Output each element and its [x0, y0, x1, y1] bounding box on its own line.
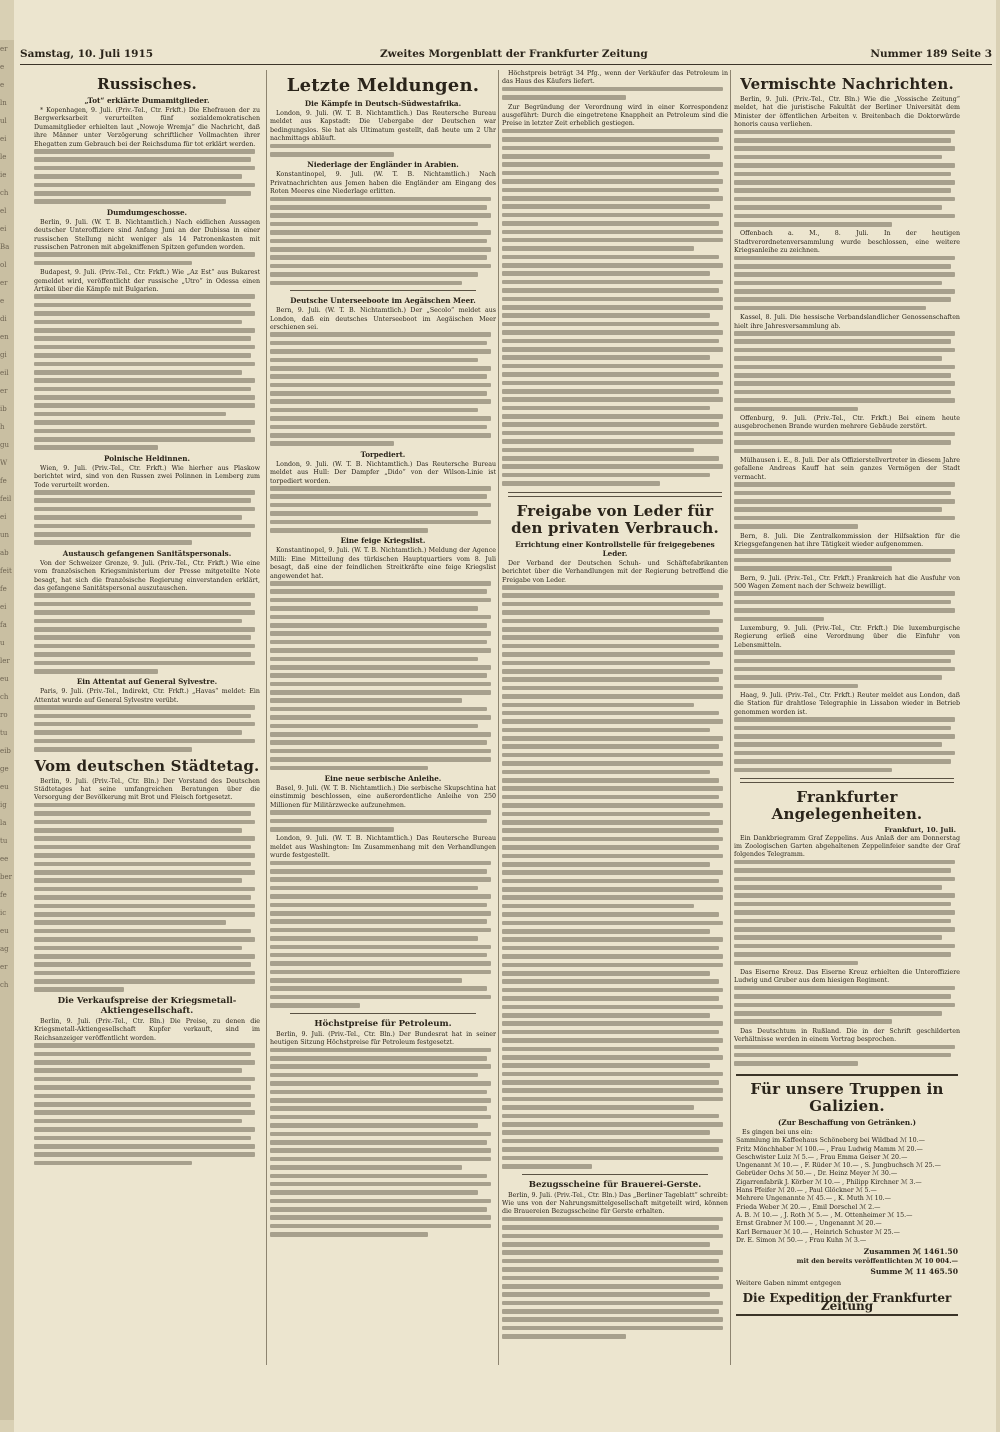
article-text: Bern, 9. Juli. (Priv.-Tel., Ctr. Frkft.) Frankreich hat die Ausfuhr von 500 Wagen Zement nach der Schweiz bewilligt.: [734, 574, 960, 590]
article-subheading: Die Kämpfe in Deutsch-Südwestafrika.: [304, 99, 462, 108]
donation-total: Summe ℳ 11 465.50: [870, 1266, 958, 1276]
column-4: [734, 70, 960, 1316]
edge-fragment: ro: [0, 711, 8, 719]
donation-appeal: [736, 1074, 958, 1316]
edge-fragment: er: [0, 279, 8, 287]
article-text: Zur Begründung der Verordnung wird in einer Korrespondenz ausgeführt: Durch die eingetretene Knappheit an Petroleum sind die Preise in letzter Zeit erheblich gestiegen.: [502, 103, 728, 128]
article-subheading: Ein Attentat auf General Sylvestre.: [76, 677, 218, 687]
article-text: Berlin, 9. Juli. (Priv.-Tel., Ctr. Bln.) Der Bundesrat hat in seiner heutigen Sitzung Höchstpreise für Petroleum festgesetzt.: [270, 1030, 496, 1047]
article-text: Offenburg, 9. Juli. (Priv.-Tel., Ctr. Frkft.) Bei einem heute ausgebrochenen Brande wurden mehrere Gebäude zerstört.: [734, 414, 960, 431]
edge-fragment: ol: [0, 261, 7, 269]
edge-fragment: eu: [0, 675, 9, 683]
article-text: Kassel, 8. Juli. Die hessische Verbandslandlicher Genossenschaften hielt ihre Jahresversammlung ab.: [734, 314, 960, 330]
edge-fragment: ei: [0, 225, 7, 233]
donation-entry: Gebrüder Ochs ℳ 50.— , Dr. Heinz Meyer ℳ 30.—: [736, 1170, 898, 1178]
edge-fragment: gi: [0, 351, 7, 359]
section-heading: Russisches.: [97, 75, 197, 93]
edge-fragment: ee: [0, 855, 9, 863]
article-text: London, 9. Juli. (W. T. B. Nichtamtlich.) Das Reutersche Bureau meldet aus Hull: Der Dampfer „Dido“ von der Wilson-Linie ist torpediert worden.: [270, 460, 496, 485]
article-subheading: Polnische Heldinnen.: [103, 453, 191, 463]
column-3: [502, 70, 728, 1343]
article-text: Berlin, 9. Juli. (W. T. B. Nichtamtlich.) Nach eidlichen Aussagen deutscher Unteroffiziere sind Anfang Juni an der Dubissa in einer russischen Stellung nicht weniger als 14 Patronenkasten mit russischen Patronen mit abgekniffenen Spitzen gefunden worden.: [34, 218, 260, 251]
edge-fragment: la: [0, 819, 7, 827]
edge-fragment: fe: [0, 891, 7, 899]
donation-entry: Sammlung im Kaffeehaus Schöneberg bei Wildbad ℳ 10.—: [736, 1137, 925, 1145]
dateline: Frankfurt, 10. Juli.: [884, 826, 956, 835]
donation-entry: Zigarrenfabrik J. Körber ℳ 10.— , Philipp Kirchner ℳ 3.—: [736, 1178, 922, 1186]
adjacent-page-edge: [0, 40, 14, 1420]
article-text: Luxemburg, 9. Juli. (Priv.-Tel., Ctr. Frkft.) Die luxemburgische Regierung erließ eine Verordnung über die Einfuhr von Lebensmitteln.: [734, 624, 960, 649]
article-text: Budapest, 9. Juli. (Priv.-Tel., Ctr. Frkft.) Wie „Az Est“ aus Bukarest gemeldet wird, veröffentlicht der russische „Utro“ in Odessa einen Artikel über die Kämpfe mit Bulgarien.: [34, 269, 260, 293]
edge-fragment: ch: [0, 981, 9, 989]
article-text: Höchstpreis beträgt 34 Pfg., wenn der Verkäufer das Petroleum in das Haus des Käufers liefert.: [502, 70, 728, 86]
article-text: Berlin, 9. Juli. (Priv.-Tel., Ctr. Bln.) Das „Berliner Tageblatt“ schreibt: Wie uns von der Nahrungsmittelgesellschaft mitgeteilt wird, können die Brauereien Bezugsscheine für Gerste erhalten.: [502, 1191, 728, 1216]
edge-fragment: le: [0, 153, 7, 161]
article-text: Haag, 9. Juli. (Priv.-Tel., Ctr. Frkft.) Reuter meldet aus London, daß die Station für drahtlose Telegraphie in Lissabon wieder in Betrieb genommen worden ist.: [734, 692, 960, 716]
edge-fragment: fe: [0, 585, 7, 593]
edge-fragment: W: [0, 459, 8, 467]
edge-fragment: er: [0, 963, 8, 971]
edge-fragment: feit: [0, 567, 12, 575]
donation-entry: Fritz Mönchhaber ℳ 100.— , Frau Ludwig Mamm ℳ 20.—: [736, 1145, 923, 1153]
header-paper-title: Zweites Morgenblatt der Frankfurter Zeitung: [380, 48, 648, 60]
article-text: * Kopenhagen, 9. Juli. (Priv.-Tel., Ctr. Frkft.) Die Ehefrauen der zu Bergwerksarbeit verurteilten fünf sozialdemokratischen Dumamitglieder erhielten laut „Nowoje Wremja“ die Nachricht, daß ihre Männer unter Verzögerung schriftlicher Vollmachten ihrer Ehegatten zum Gebrauch bei der Reichsduma für tot erklärt werden.: [34, 107, 260, 148]
edge-fragment: Ba: [0, 243, 10, 251]
article-text: Bern, 8. Juli. Die Zentralkommission der Hilfsaktion für die Kriegsgefangenen hat ihre Tätigkeit wieder aufgenommen.: [734, 532, 960, 548]
article-text: Bern, 9. Juli. (W. T. B. Nichtamtlich.) Der „Secolo“ meldet aus London, daß ein deutsches Unterseeboot im Aegäischen Meer erschienen sei.: [270, 307, 496, 331]
article-subheading: Dumdumgeschosse.: [106, 207, 188, 217]
article-text: Das Deutschtum in Rußland. Die in der Schrift geschilderten Verhältnisse werden in einem Vortrag besprochen.: [734, 1027, 960, 1044]
article-text: Mülhausen i. E., 8. Juli. Der als Offizierstellvertreter in diesem Jahre gefallene Andreas Kauff hat sein ganzes Vermögen der Stadt vermacht.: [734, 456, 960, 481]
edge-fragment: di: [0, 315, 7, 323]
article-text: Paris, 9. Juli. (Priv.-Tel., Indirekt, Ctr. Frkft.) „Havas“ meldet: Ein Attentat wurde auf General Sylvestre verübt.: [34, 688, 260, 704]
column-rule: [498, 70, 499, 1365]
edge-fragment: ch: [0, 693, 9, 701]
section-heading: Die Verkaufspreise der Kriegsmetall-Aktiengesellschaft.: [57, 996, 237, 1017]
article-text: Berlin, 9. Juli. (Priv.-Tel., Ctr. Bln.) Die Preise, zu denen die Kriegsmetall-Aktiengesellschaft Kupfer verkauft, sind im Reichsanzeiger veröffentlicht worden.: [34, 1018, 260, 1042]
section-heading: Frankfurter Angelegenheiten.: [771, 788, 923, 824]
article-text: Konstantinopel, 9. Juli. (W. T. B. Nichtamtlich.) Nach Privatnachrichten aus Jemen haben die Engländer am Eingang des Roten Meeres eine Niederlage erlitten.: [270, 171, 496, 196]
section-heading: Letzte Meldungen.: [286, 75, 480, 96]
article-text: Berlin, 9. Juli. (Priv.-Tel., Ctr. Bln.) Wie die „Vossische Zeitung“ meldet, hat die juristische Fakultät der Berliner Universität dem Minister der öffentlichen Arbeiten v. Breitenbach die Doktorwürde honoris causa verliehen.: [734, 96, 960, 129]
edge-fragment: eu: [0, 783, 9, 791]
donation-note: Weitere Gaben nimmt entgegen: [736, 1279, 841, 1288]
article-text: Basel, 9. Juli. (W. T. B. Nichtamtlich.) Die serbische Skupschtina hat einstimmig beschlossen, eine außerordentliche Anleihe von 250 Millionen für Militärzwecke aufzunehmen.: [270, 784, 496, 809]
article-text: Ein Dankbriegramm Graf Zeppelins. Aus Anlaß der am Donnerstag im Zoologischen Garten abgehaltenen Zeppelinfeier sandte der Graf folgendes Telegramm.: [734, 834, 960, 859]
column-2: [270, 70, 496, 1241]
edge-fragment: ig: [0, 801, 7, 809]
edge-fragment: eib: [0, 747, 11, 755]
article-text: Der Verband der Deutschen Schuh- und Schäftefabrikanten berichtet über die Verhandlungen mit der Regierung betreffend die Freigabe von Leder.: [502, 559, 728, 584]
column-rule: [266, 70, 267, 1365]
article-subheading: Torpediert.: [360, 449, 406, 459]
edge-fragment: e: [0, 81, 5, 89]
edge-fragment: er: [0, 387, 8, 395]
edge-fragment: ei: [0, 513, 7, 521]
edge-fragment: ln: [0, 99, 7, 107]
article-text: London, 9. Juli. (W. T. B. Nichtamtlich.) Das Reutersche Bureau meldet aus Washington: Im Zusammenhang mit den Verhandlungen wurde festgestellt.: [270, 835, 496, 860]
donation-previous: mit den bereits veröffentlichten ℳ 10 004.—: [796, 1256, 958, 1265]
header-issue-page: Nummer 189 Seite 3: [870, 48, 992, 60]
edge-fragment: eu: [0, 927, 9, 935]
donation-entry: Frieda Weber ℳ 20.— , Emil Dorschel ℳ 2.—: [736, 1203, 881, 1211]
article-text: Von der Schweizer Grenze, 9. Juli. (Priv.-Tel., Ctr. Frkft.) Wie eine vom französischen Kriegsministerium der Presse mitgeteilte Note besagt, hat sich die französische Regierung einverstanden erklärt, das gefangene Sanitätspersonal auszutauschen.: [34, 559, 260, 592]
edge-fragment: gu: [0, 441, 9, 449]
donations-intro: Es gingen bei uns ein:: [742, 1128, 813, 1136]
edge-fragment: ch: [0, 189, 9, 197]
edge-fragment: fa: [0, 621, 7, 629]
edge-fragment: fe: [0, 477, 7, 485]
article-subheading: Niederlage der Engländer in Arabien.: [307, 160, 459, 170]
edge-fragment: ge: [0, 765, 9, 773]
section-heading: Freigabe von Leder für den privaten Verbrauch.: [511, 501, 719, 537]
section-heading: Vermischte Nachrichten.: [740, 75, 954, 93]
donation-entry: Ungenannt ℳ 10.— , F. Rüder ℳ 10.— , S. Jungbuchsch ℳ 25.—: [736, 1162, 941, 1170]
section-heading: Vom deutschen Städtetag.: [34, 756, 260, 775]
edge-fragment: ler: [0, 657, 10, 665]
edge-fragment: ib: [0, 405, 7, 413]
edge-fragment: e: [0, 63, 5, 71]
edge-fragment: feil: [0, 495, 12, 503]
edge-fragment: un: [0, 531, 10, 539]
article-subheading: Austausch gefangenen Sanitätspersonals.: [62, 548, 232, 558]
article-text: Das Eiserne Kreuz. Das Eiserne Kreuz erhielten die Unteroffiziere Ludwig und Gruber aus dem hiesigen Regiment.: [734, 968, 960, 985]
article-text: London, 9. Juli. (W. T. B. Nichtamtlich.) Das Reutersche Bureau meldet aus Kapstadt: Die Uebergabe der Deutschen war bedingungslos. Sie hat als Ultimatum gestellt, daß heute um 2 Uhr nachmittags abläuft.: [270, 110, 496, 143]
edge-fragment: ie: [0, 171, 7, 179]
article-subheading: Deutsche Unterseeboote im Aegäischen Meer.: [290, 296, 476, 306]
section-heading: Höchstpreise für Petroleum.: [314, 1018, 452, 1029]
edge-fragment: eil: [0, 369, 9, 377]
column-1: [34, 70, 260, 1169]
expedition-name: Die Expedition der Frankfurter Zeitung: [742, 1290, 952, 1314]
edge-fragment: ei: [0, 135, 7, 143]
article-subheading: (Zur Beschaffung von Getränken.): [777, 1117, 917, 1127]
article-text: Berlin, 9. Juli. (Priv.-Tel., Ctr. Bln.) Der Vorstand des Deutschen Städtetages hat seine umfangreichen Beratungen über die Versorgung der Bevölkerung mit Brot und Fleisch fortgesetzt.: [34, 777, 260, 802]
article-text: Wien, 9. Juli. (Priv.-Tel., Ctr. Frkft.) Wie hierher aus Plaskow berichtet wird, sind von den Russen zwei Polinnen in Lemberg zum Tode verurteilt worden.: [34, 464, 260, 489]
edge-fragment: er: [0, 45, 8, 53]
edge-fragment: ab: [0, 549, 9, 557]
column-rule: [730, 70, 731, 1365]
article-text: Offenbach a. M., 8. Juli. In der heutigen Stadtverordnetenversammlung wurde beschlossen, eine weitere Kriegsanleihe zu zeichnen.: [734, 230, 960, 255]
donation-subtotal: Zusammen ℳ 1461.50: [863, 1247, 958, 1257]
donation-entry: Hans Pfeifer ℳ 20.— , Paul Glöckner ℳ 5.—: [736, 1187, 877, 1195]
edge-fragment: ic: [0, 909, 7, 917]
edge-fragment: u: [0, 639, 5, 647]
donation-entry: Mehrere Ungenannte ℳ 45.— , K. Muth ℳ 10.—: [736, 1195, 891, 1203]
edge-fragment: ei: [0, 603, 7, 611]
donation-entry: Dr. E. Simon ℳ 50.— , Frau Kuhn ℳ 3.—: [736, 1236, 867, 1244]
edge-fragment: e: [0, 297, 5, 305]
edge-fragment: ul: [0, 117, 7, 125]
header-date: Samstag, 10. Juli 1915: [20, 48, 154, 60]
edge-fragment: en: [0, 333, 9, 341]
article-text: Konstantinopel, 9. Juli. (W. T. B. Nichtamtlich.) Meldung der Agence Milli: Eine Mitteilung des türkischen Hauptquartiers vom 8. Juli besagt, daß eine der feindlichen Streitkräfte eine feige Kriegslist angewendet hat.: [270, 547, 496, 580]
donation-entry: Karl Bernauer ℳ 10.— , Heinrich Schuster ℳ 25.—: [736, 1228, 900, 1236]
edge-fragment: ber: [0, 873, 12, 881]
edge-fragment: el: [0, 207, 7, 215]
donation-entry: A. B. ℳ 10.— , J. Roth ℳ 5.— , M. Ottenheimer ℳ 15.—: [736, 1211, 913, 1219]
edge-fragment: tu: [0, 729, 8, 737]
page-header: [20, 48, 992, 65]
edge-fragment: tu: [0, 837, 8, 845]
section-heading: Bezugsscheine für Brauerei-Gerste.: [528, 1179, 702, 1190]
donation-list: [736, 1137, 958, 1245]
donation-entry: Geschwister Luiz ℳ 5.— , Frau Emma Geiser ℳ 20.—: [736, 1153, 908, 1161]
article-subheading: Eine neue serbische Anleihe.: [324, 773, 442, 783]
section-heading: Für unsere Truppen in Galizien.: [750, 1079, 944, 1115]
article-subheading: Eine feige Kriegslist.: [340, 536, 426, 546]
edge-fragment: h: [0, 423, 5, 431]
donation-entry: Ernst Grabner ℳ 100.— , Ungenannt ℳ 20.—: [736, 1220, 882, 1228]
edge-fragment: ag: [0, 945, 9, 953]
article-subheading: „Tot“ erklärte Dumamitglieder.: [84, 96, 210, 105]
article-subheading: Errichtung einer Kontrollstelle für freigegebenes Leder.: [515, 539, 715, 558]
